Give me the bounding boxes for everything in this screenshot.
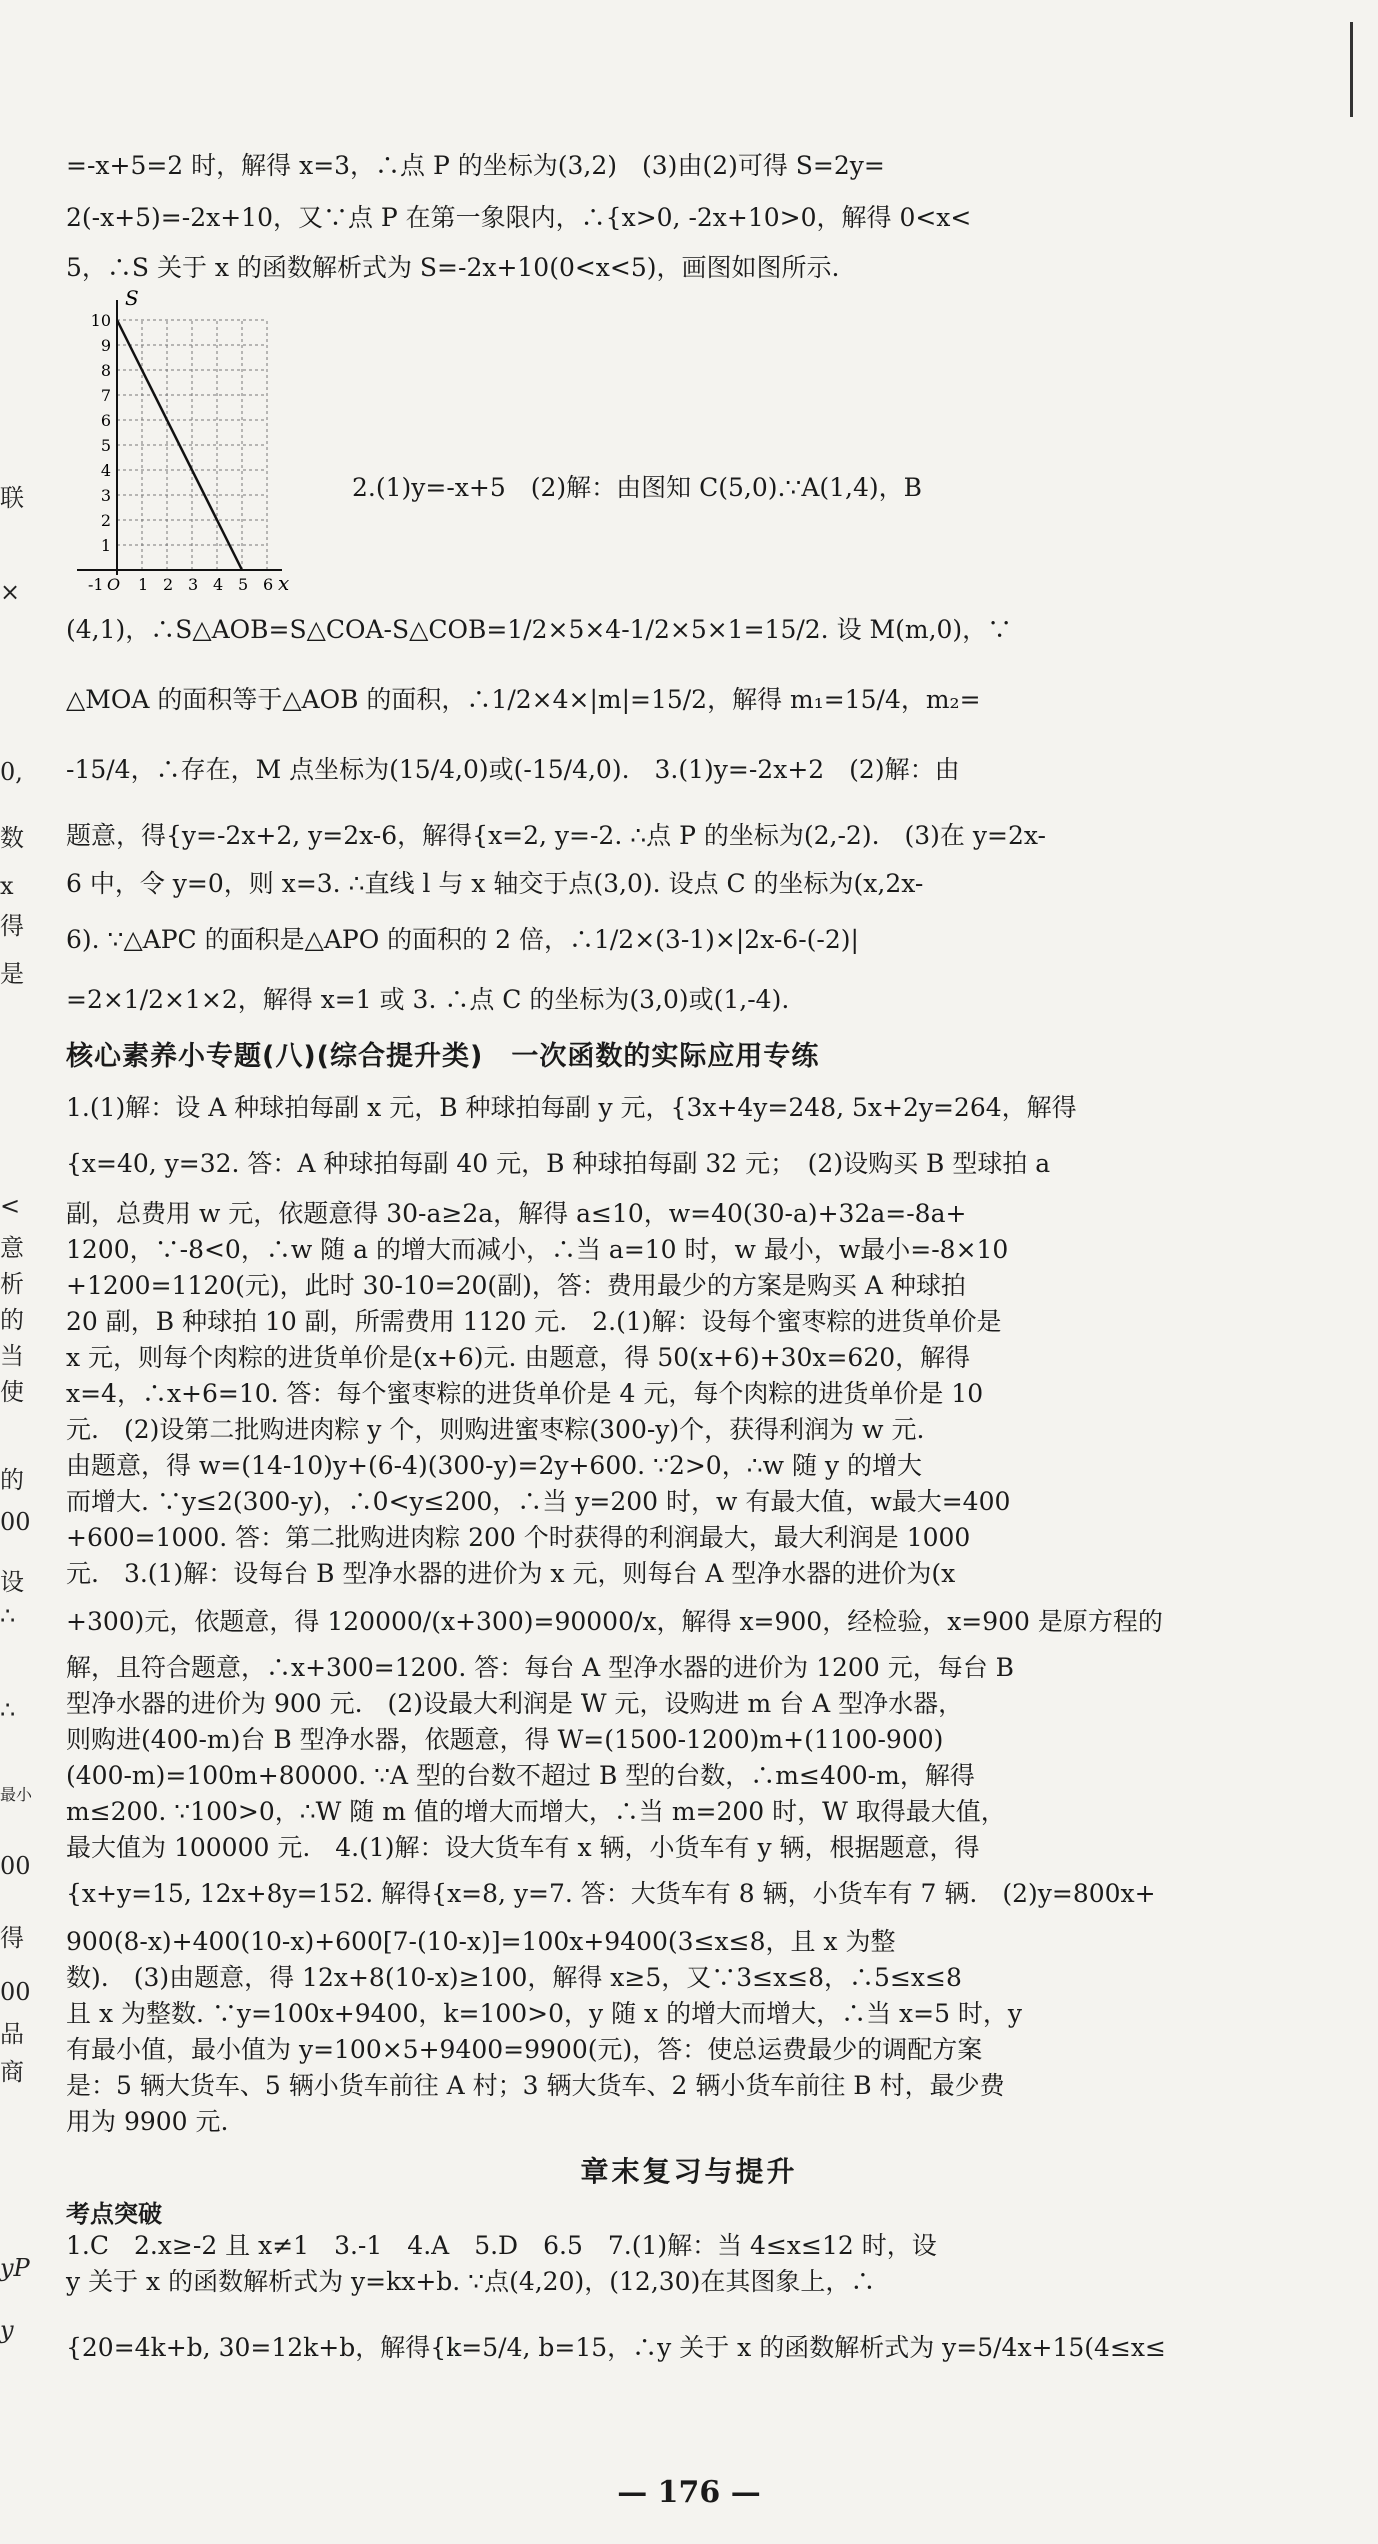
- answer-text-line: 1.C 2.x≥-2 且 x≠1 3.-1 4.A 5.D 6.5 7.(1)解：当 4≤x≤12 时，设: [66, 2231, 937, 2260]
- answer-text-line: =2×1/2×1×2，解得 x=1 或 3. ∴点 C 的坐标为(3,0)或(1,-4).: [66, 985, 790, 1014]
- answer-text-line: 20 副，B 种球拍 10 副，所需费用 1120 元. 2.(1)解：设每个蜜枣粽的进货单价是: [66, 1307, 1002, 1336]
- x-tick-label: -1: [88, 575, 104, 594]
- answer-text-line: 5，∴S 关于 x 的函数解析式为 S=-2x+10(0<x<5)，画图如图所示.: [66, 253, 840, 282]
- y-tick-label: 8: [100, 361, 111, 380]
- margin-fragment: 设: [0, 1568, 24, 1596]
- answer-text-line: 解，且符合题意，∴x+300=1200. 答：每台 A 型净水器的进价为 1200 元，每台 B: [66, 1653, 1015, 1682]
- function-graph: [62, 280, 352, 600]
- answer-text-line: 用为 9900 元.: [66, 2107, 229, 2136]
- margin-fragment: 的: [0, 1466, 24, 1494]
- answer-text-line: 1.(1)解：设 A 种球拍每副 x 元，B 种球拍每副 y 元，{3x+4y=248, 5x+2y=264，解得: [66, 1093, 1077, 1122]
- margin-fragment: 00: [0, 1852, 31, 1880]
- margin-fragment: 最小: [0, 1785, 33, 1804]
- margin-fragment: y: [0, 2316, 14, 2344]
- answer-text-line: 900(8-x)+400(10-x)+600[7-(10-x)]=100x+9400(3≤x≤8，且 x 为整: [66, 1927, 896, 1956]
- answer-text-line: 6 中，令 y=0，则 x=3. ∴直线 l 与 x 轴交于点(3,0). 设点 C 的坐标为(x,2x-: [66, 869, 924, 898]
- margin-fragment: 使: [0, 1378, 24, 1406]
- answer-text-line: (4,1)，∴S△AOB=S△COA-S△COB=1/2×5×4-1/2×5×1=15/2. 设 M(m,0)，∵: [66, 615, 1013, 644]
- answer-text-line: 最大值为 100000 元. 4.(1)解：设大货车有 x 辆，小货车有 y 辆，根据题意，得: [66, 1833, 980, 1862]
- answer-text-line: 型净水器的进价为 900 元. (2)设最大利润是 W 元，设购进 m 台 A 型净水器，: [66, 1689, 964, 1718]
- margin-fragment: 是: [0, 960, 24, 988]
- answer-text-line: x=4，∴x+6=10. 答：每个蜜枣粽的进货单价是 4 元，每个肉粽的进货单价是 10: [66, 1379, 984, 1408]
- margin-fragment: 的: [0, 1306, 24, 1334]
- section-heading-chapter-review: 章末复习与提升: [580, 2155, 798, 2188]
- x-tick-label: 5: [238, 575, 249, 594]
- y-tick-label: 2: [100, 511, 111, 530]
- margin-fragment: 析: [0, 1270, 24, 1298]
- answer-text-line: 有最小值，最小值为 y=100×5+9400=9900(元)，答：使总运费最少的调配方案: [66, 2035, 983, 2064]
- x-tick-label: 1: [138, 575, 149, 594]
- x-tick-label: 3: [188, 575, 199, 594]
- answer-text-line: +300)元，依题意，得 120000/(x+300)=90000/x，解得 x=900，经检验，x=900 是原方程的: [66, 1607, 1163, 1636]
- answer-text-line: 2(-x+5)=-2x+10，又∵点 P 在第一象限内，∴{x>0, -2x+10>0，解得 0<x<: [66, 203, 972, 232]
- answer-text-line: -15/4，∴存在，M 点坐标为(15/4,0)或(-15/4,0). 3.(1)y=-2x+2 (2)解：由: [66, 755, 960, 784]
- margin-fragment: 00: [0, 1508, 31, 1536]
- margin-fragment: 得: [0, 1924, 24, 1952]
- margin-fragment: ∴: [0, 1602, 16, 1630]
- margin-fragment: ∴: [0, 1696, 16, 1724]
- y-tick-label: 7: [100, 386, 111, 405]
- page-edge-rule: [1350, 22, 1353, 117]
- graph-grid: [117, 320, 267, 570]
- answer-text-line: 是：5 辆大货车、5 辆小货车前往 A 村；3 辆大货车、2 辆小货车前往 B 村，最少费: [66, 2071, 1005, 2100]
- margin-fragment: 联: [0, 484, 24, 512]
- answer-text-line: 元. 3.(1)解：设每台 B 型净水器的进价为 x 元，则每台 A 型净水器的进价为(x: [66, 1559, 956, 1588]
- x-tick-label: 6: [263, 575, 274, 594]
- answer-text-line: x 元，则每个肉粽的进货单价是(x+6)元. 由题意，得 50(x+6)+30x=620，解得: [66, 1343, 971, 1372]
- y-tick-label: 6: [100, 411, 111, 430]
- y-tick-label: 5: [100, 436, 111, 455]
- y-tick-label: 3: [100, 486, 111, 505]
- answer-text-line: +600=1000. 答：第二批购进肉粽 200 个时获得的利润最大，最大利润是 1000: [66, 1523, 971, 1552]
- answer-text-line: {20=4k+b, 30=12k+b，解得{k=5/4, b=15，∴y 关于 x 的函数解析式为 y=5/4x+15(4≤x≤: [66, 2333, 1166, 2362]
- answer-text-line: y 关于 x 的函数解析式为 y=kx+b. ∵点(4,20)，(12,30)在其图象上，∴: [66, 2267, 876, 2296]
- answer-text-line: {x+y=15, 12x+8y=152. 解得{x=8, y=7. 答：大货车有 8 辆，小货车有 7 辆. (2)y=800x+: [66, 1879, 1156, 1908]
- answer-text-line: 数). (3)由题意，得 12x+8(10-x)≥100，解得 x≥5，又∵3≤x≤8，∴5≤x≤8: [66, 1963, 962, 1992]
- answer-text-line: 且 x 为整数. ∵y=100x+9400，k=100>0，y 随 x 的增大而增大，∴当 x=5 时，y: [66, 1999, 1023, 2028]
- page-number: — 176 —: [617, 2475, 761, 2510]
- answer-text-line: +1200=1120(元)，此时 30-10=20(副)，答：费用最少的方案是购买 A 种球拍: [66, 1271, 966, 1300]
- answer-text-line: =-x+5=2 时，解得 x=3，∴点 P 的坐标为(3,2) (3)由(2)可得 S=2y=: [66, 151, 885, 180]
- x-tick-label: 4: [213, 575, 224, 594]
- graph-ticks: [88, 311, 273, 594]
- margin-fragment: 0,: [0, 758, 23, 786]
- graph-y-axis-label: S: [125, 286, 139, 310]
- margin-fragment: 品: [0, 2020, 24, 2048]
- answer-text-line: {x=40, y=32. 答：A 种球拍每副 40 元，B 种球拍每副 32 元； (2)设购买 B 型球拍 a: [66, 1149, 1051, 1178]
- margin-fragment: 数: [0, 824, 24, 852]
- y-tick-label: 9: [100, 336, 111, 355]
- margin-fragment: 00: [0, 1978, 31, 2006]
- margin-fragment: 当: [0, 1342, 24, 1370]
- margin-fragment: yP: [0, 2254, 30, 2282]
- margin-fragment: ×: [0, 578, 21, 606]
- y-tick-label: 1: [100, 536, 111, 555]
- x-tick-label: 2: [163, 575, 174, 594]
- answer-text-line: △MOA 的面积等于△AOB 的面积，∴1/2×4×|m|=15/2，解得 m₁=15/4，m₂=: [66, 685, 981, 714]
- margin-fragment: <: [0, 1192, 21, 1220]
- answer-text-line: 6). ∵△APC 的面积是△APO 的面积的 2 倍，∴1/2×(3-1)×|2x-6-(-2)|: [66, 925, 859, 954]
- y-tick-label: 4: [100, 461, 111, 480]
- margin-fragment: 商: [0, 2058, 24, 2086]
- answer-text-line: 题意，得{y=-2x+2, y=2x-6，解得{x=2, y=-2. ∴点 P 的坐标为(2,-2). (3)在 y=2x-: [66, 821, 1046, 850]
- margin-fragment: x: [0, 872, 14, 900]
- y-tick-label: 10: [90, 311, 111, 330]
- subheading-exam-points: 考点突破: [66, 2200, 162, 2228]
- answer-text-line: 副，总费用 w 元，依题意得 30-a≥2a，解得 a≤10，w=40(30-a)+32a=-8a+: [66, 1199, 967, 1228]
- answer-text-line: m≤200. ∵100>0，∴W 随 m 值的增大而增大，∴当 m=200 时，W 取得最大值，: [66, 1797, 1006, 1826]
- x-tick-label: O: [107, 575, 121, 594]
- answer-text-line: 则购进(400-m)台 B 型净水器，依题意，得 W=(1500-1200)m+(1100-900): [66, 1725, 944, 1754]
- graph-x-axis-label: x: [278, 571, 290, 595]
- margin-fragment: 意: [0, 1234, 24, 1262]
- answer-text-line: 而增大. ∵y≤2(300-y)，∴0<y≤200，∴当 y=200 时，w 有最大值，w最大=400: [66, 1487, 1011, 1516]
- answer-text-line: 元. (2)设第二批购进肉粽 y 个，则购进蜜枣粽(300-y)个，获得利润为 w 元.: [66, 1415, 925, 1444]
- answer-text-line: 2.(1)y=-x+5 (2)解：由图知 C(5,0).∵A(1,4)，B: [352, 473, 923, 502]
- answer-text-line: 由题意，得 w=(14-10)y+(6-4)(300-y)=2y+600. ∵2>0，∴w 随 y 的增大: [66, 1451, 922, 1480]
- answer-text-line: 1200，∵-8<0，∴w 随 a 的增大而减小，∴当 a=10 时，w 最小，w最小=-8×10: [66, 1235, 1009, 1264]
- answer-text-line: (400-m)=100m+80000. ∵A 型的台数不超过 B 型的台数，∴m≤400-m，解得: [66, 1761, 975, 1790]
- section-heading-topic: 核心素养小专题(八)(综合提升类) 一次函数的实际应用专练: [66, 1041, 820, 1072]
- margin-fragment: 得: [0, 912, 24, 940]
